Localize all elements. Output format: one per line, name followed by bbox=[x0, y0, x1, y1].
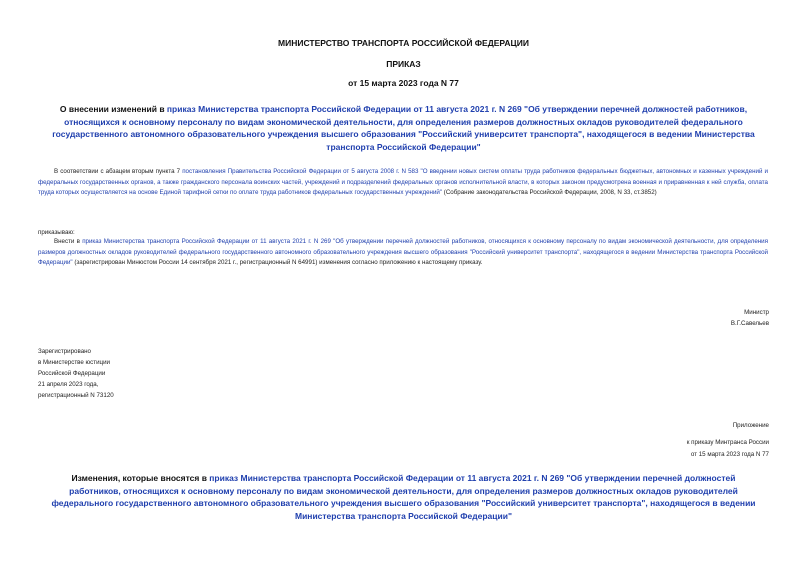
registration-line-5: регистрационный N 73120 bbox=[38, 392, 114, 399]
document-date-number: от 15 марта 2023 года N 77 bbox=[348, 78, 459, 88]
registration-line-2: в Министерстве юстиции bbox=[38, 359, 111, 366]
signer-name: В.Г.Савельев bbox=[730, 320, 769, 327]
appendix-label: Приложение bbox=[732, 422, 769, 429]
order-title-link[interactable]: приказ Министерства транспорта Российской Федерации от 11 августа 2021 г. N 269 "Об утверждении перечней должностей работников, относящихся к основному персоналу по видам экономической деятельности, для определения размеров должностных окладов руководителей федерального государственного автономного образовательного учреждения высшего образования "Российский университет транспорта", находящегося в ведении Министерства транспорта Российской Федерации" bbox=[52, 104, 755, 152]
preamble-paragraph bbox=[38, 167, 768, 199]
registration-block bbox=[38, 346, 114, 401]
order-word: приказываю: bbox=[38, 229, 75, 236]
appendix-date-line: от 15 марта 2023 года N 77 bbox=[690, 451, 769, 458]
order-title bbox=[40, 103, 767, 153]
preamble-text-a: В соответствии с абзацем вторым пункта 7 bbox=[54, 168, 183, 175]
preamble-text-b: (Собрание законодательства Российской Федерации, 2008, N 33, ст.3852) bbox=[442, 189, 657, 197]
changes-title-prefix: Изменения, которые вносятся в bbox=[71, 473, 210, 483]
operative-paragraph bbox=[38, 237, 768, 269]
changes-title bbox=[48, 472, 759, 522]
registration-line-4: 21 апреля 2023 года, bbox=[38, 381, 99, 388]
amended-order-link[interactable]: приказ Министерства транспорта Российской Федерации от 11 августа 2021 г. N 269 "Об утверждении перечней должностей работников, относящихся к основному персоналу по видам экономической деятельности, для определения размеров должностных окладов руководителей федерального государственного автономного образовательного учреждения высшего образования "Российский университет транспорта", находящегося в ведении Министерства транспорта Российской Федерации" bbox=[38, 238, 768, 267]
appendix-ref-line: к приказу Минтранса России bbox=[686, 438, 769, 446]
appendix-block bbox=[687, 420, 769, 462]
order-title-prefix: О внесении изменений в bbox=[59, 104, 167, 114]
registration-line-1: Зарегистрировано bbox=[38, 348, 91, 355]
registration-line-3: Российской Федерации bbox=[38, 370, 106, 377]
ministry-heading: МИНИСТЕРСТВО ТРАНСПОРТА РОССИЙСКОЙ ФЕДЕРАЦИИ bbox=[278, 38, 529, 48]
document-type: ПРИКАЗ bbox=[386, 59, 421, 69]
government-decree-link[interactable]: постановления Правительства Российской Федерации от 5 августа 2008 г. N 583 "О введении новых систем оплаты труда работников федеральных бюджетных, автономных и казенных учреждений и федеральных государственных органов, а также гражданского персонала воинских частей, учреждений и подразделений федеральных органов исполнительной власти, в которых законом предусмотрена военная и приравненная к ней служба, оплата труда которых осуществляется на основе Единой тарифной сетки по оплате труда работников федеральных государственных учреждений" bbox=[38, 168, 768, 197]
signature-block bbox=[731, 307, 769, 329]
changes-title-link[interactable]: приказ Министерства транспорта Российской Федерации от 11 августа 2021 г. N 269 "Об утверждении перечней должностей работников, относящихся к основному персоналу по видам экономической деятельности, для определения размеров должностных окладов руководителей федерального государственного автономного образовательного учреждения высшего образования "Российский университет транспорта", находящегося в ведении Министерства транспорта Российской Федерации" bbox=[51, 473, 756, 521]
signer-position: Министр bbox=[744, 309, 769, 316]
operative-text-a: Внести в bbox=[54, 238, 83, 245]
operative-text-b: (зарегистрирован Минюстом России 14 сентября 2021 г., регистрационный N 64991) изменения согласно приложению к настоящему приказу. bbox=[72, 259, 483, 267]
